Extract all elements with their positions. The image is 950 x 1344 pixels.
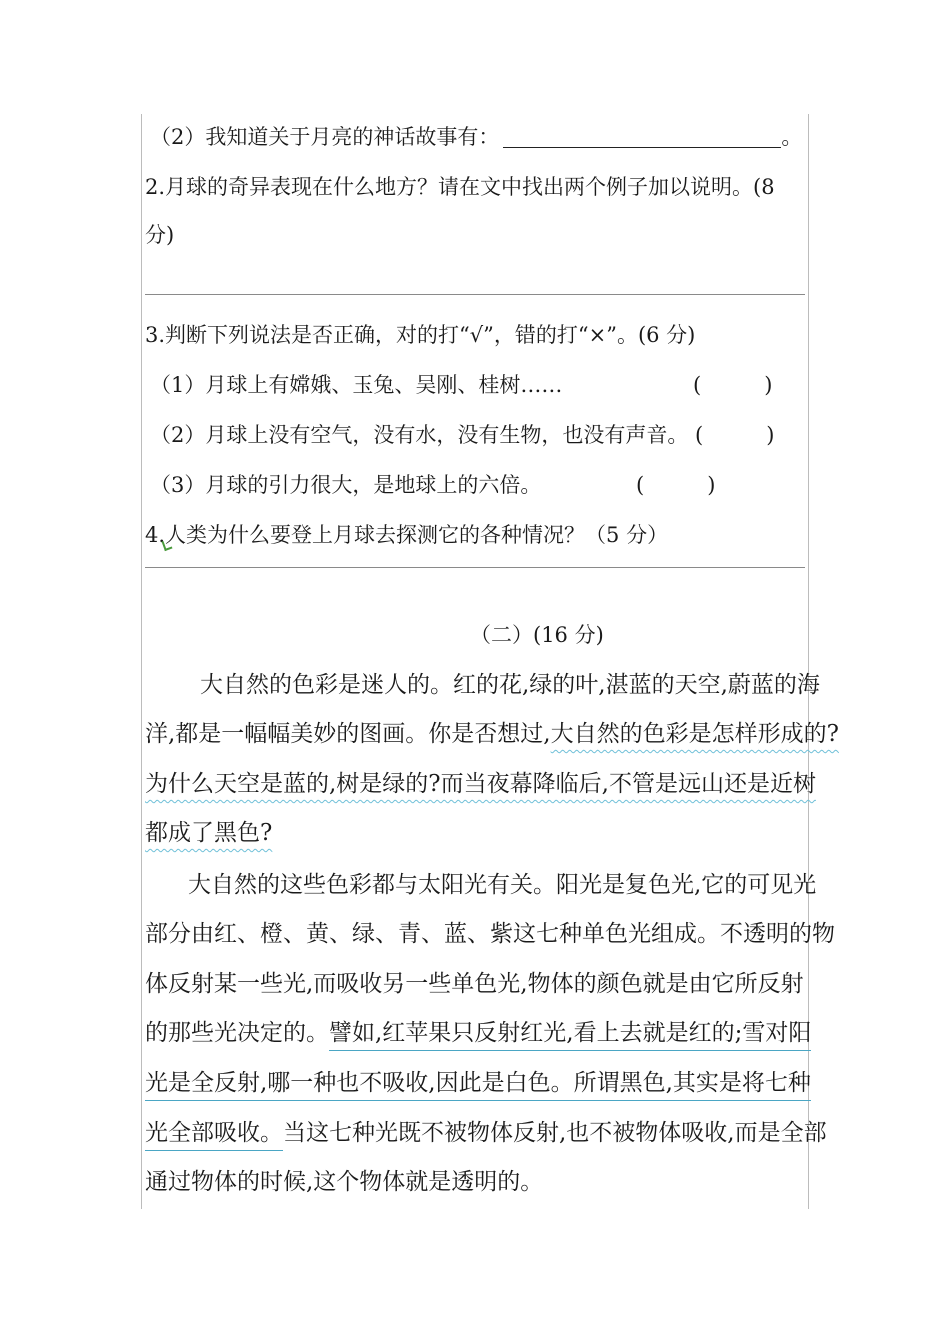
underlined-example-end: 光全部吸收。: [145, 1120, 283, 1151]
paragraph-2-line-6: [145, 1118, 827, 1148]
paragraph-1-line-1: 大自然的色彩是迷人的。红的花,绿的叶,湛蓝的天空,蔚蓝的海: [200, 672, 820, 698]
paragraph-1-line-3: 为什么天空是蓝的,树是绿的?而当夜幕降临后,不管是远山还是近树: [145, 771, 816, 797]
wavy-underlined-question: 大自然的色彩是怎样形成的?: [550, 721, 839, 747]
paragraph-2-line-4: [145, 1018, 811, 1048]
answer-paren-3[interactable]: ( ): [636, 473, 716, 497]
paragraph-2-line-1: 大自然的这些色彩都与太阳光有关。阳光是复色光,它的可见光: [188, 872, 817, 898]
paragraph-2-line-3: 体反射某一些光,而吸收另一些单色光,物体的颜色就是由它所反射: [145, 971, 804, 997]
answer-paren-2[interactable]: ( ): [695, 423, 775, 447]
question-3-item-3: （3）月球的引力很大，是地球上的六倍。: [150, 473, 542, 497]
answer-paren-1[interactable]: ( ): [693, 373, 773, 397]
question-4: 4.人类为什么要登上月球去探测它的各种情况？（5 分）: [145, 523, 669, 547]
p2-line-6-text: 当这七种光既不被物体反射,也不被物体吸收,而是全部: [283, 1120, 827, 1146]
answer-blank[interactable]: [503, 127, 781, 148]
question-2-line-2: 分): [145, 223, 175, 247]
question-3-item-2: （2）月球上没有空气，没有水，没有生物，也没有声音。: [150, 423, 689, 447]
paragraph-2-line-2: 部分由红、橙、黄、绿、青、蓝、紫这七种单色光组成。不透明的物: [145, 921, 835, 947]
paragraph-2-line-5: [145, 1068, 811, 1098]
question-3-item-1: （1）月球上有嫦娥、玉兔、吴刚、桂树……: [150, 373, 563, 397]
underlined-example: 譬如,红苹果只反射红光,看上去就是红的;雪对阳: [329, 1020, 811, 1051]
p2-line-4-text: 的那些光决定的。: [145, 1020, 329, 1046]
question-3-title: 3.判断下列说法是否正确，对的打“√”，错的打“×”。(6 分): [145, 323, 696, 347]
paragraph-1-line-2: [145, 719, 839, 749]
question-1-2-text: （2）我知道关于月亮的神话故事有：: [150, 125, 500, 149]
left-frame-line: [141, 114, 142, 1209]
underlined-example-cont: 光是全反射,哪一种也不吸收,因此是白色。所谓黑色,其实是将七种: [145, 1070, 811, 1101]
p1-line-2-text: 洋,都是一幅幅美妙的图画。你是否想过,: [145, 721, 551, 747]
answer-line-q2[interactable]: [145, 294, 805, 295]
answer-line-q4[interactable]: [145, 567, 805, 568]
question-2-line-1: 2.月球的奇异表现在什么地方？请在文中找出两个例子加以说明。(8: [145, 175, 775, 199]
paragraph-2-line-7: 通过物体的时候,这个物体就是透明的。: [145, 1169, 544, 1195]
paragraph-1-line-4: 都成了黑色?: [145, 820, 273, 846]
question-1-2: [150, 122, 802, 152]
question-1-2-end: 。: [781, 125, 803, 149]
section-2-heading: （二）(16 分): [470, 623, 604, 647]
